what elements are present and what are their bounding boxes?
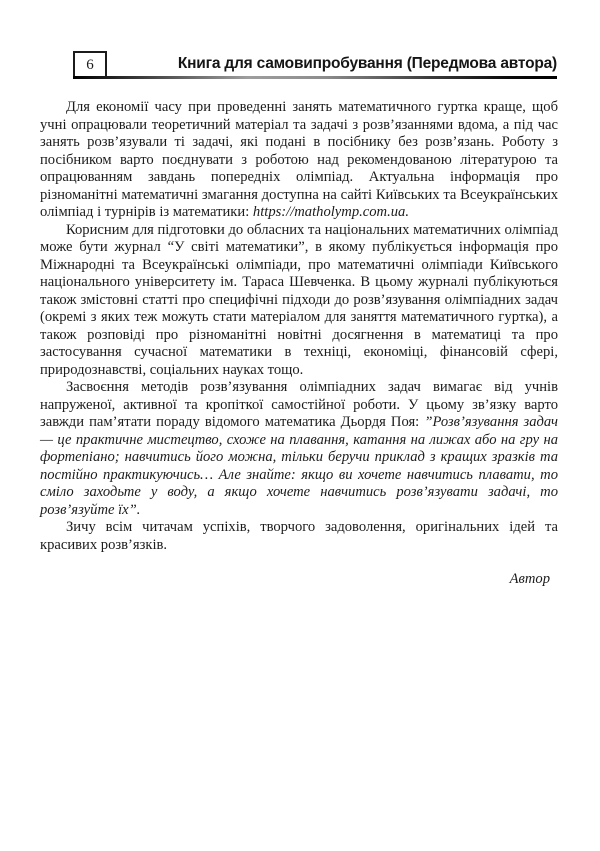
page-number-box [73,51,107,76]
running-header-title: Книга для самовипробування (Передмова автора) [177,55,557,72]
paragraph [40,99,558,222]
paragraph [40,379,558,519]
paragraph [40,519,558,554]
text-run: Корисним для підготовки до обласних та національних математичних олімпіад може бути журнал “У світі математики”, в якому публікується інформація про Міжнародні та Всеукраїнські олімпіади, про математичні олімпіади Київського національного університету ім. Тараса Шевченка. В цьому журналі публікуються також змістовні статті про специфічні підходи до розв’язування олімпіадних задач (окремі з яких теж можуть стати матеріалом для заняття математичного гуртка), а також розповіді про різноманітні новітні досягнення в математиці та про застосування сучасної математики в техніці, економіці, фінансовій сфері, природознавстві, соціальних науках тощо. [40,221,558,378]
poya-quote: ”Розв’язування задач — це практичне мистецтво, схоже на плавання, катання на лижах або на гру на фортепіано; навчитись його можна, тільки беручи приклад з кращих зразків та постійно практикуючись… Але знайте: якщо ви хочете навчитись плавати, то сміло заходьте у воду, а якщо хочете навчитись розв’язувати задачі, то розв’язуйте їх”. [40,414,558,518]
text-run: Для економії часу при проведенні занять математичного гуртка краще, щоб учні опрацювали теоретичний матеріал та задачі з розв’язаннями вдома, а під час занять розв’язували ті задачі, які подані в посібнику без розв’язань. Роботу з посібником варто поєднувати з роботою над рекомендованою літературою та опрацюванням завдань попередніх олімпіад. Актуальна інформація про різноманітні математичні змагання доступна на сайті Київських та Всеукраїнських олімпіад і турнірів із математики: [40,99,558,220]
text-run: Зичу всім читачам успіхів, творчого задоволення, оригінальних ідей та красивих розв’язків. [40,519,558,553]
header-rule [73,76,557,79]
text-run: Засвоєння методів розв’язування олімпіадних задач вимагає від учнів напруженої, активної та кропіткої самостійної роботи. У цьому зв’язку варто завжди пам’ятати пораду відомого математика Дьордя Поя: [40,379,558,430]
website-url: https://matholymp.com.ua. [252,204,409,220]
body-text [40,99,558,554]
page-header [73,51,557,76]
page-number: 6 [86,57,94,73]
author-signature: Автор [509,571,550,587]
paragraph [40,222,558,380]
